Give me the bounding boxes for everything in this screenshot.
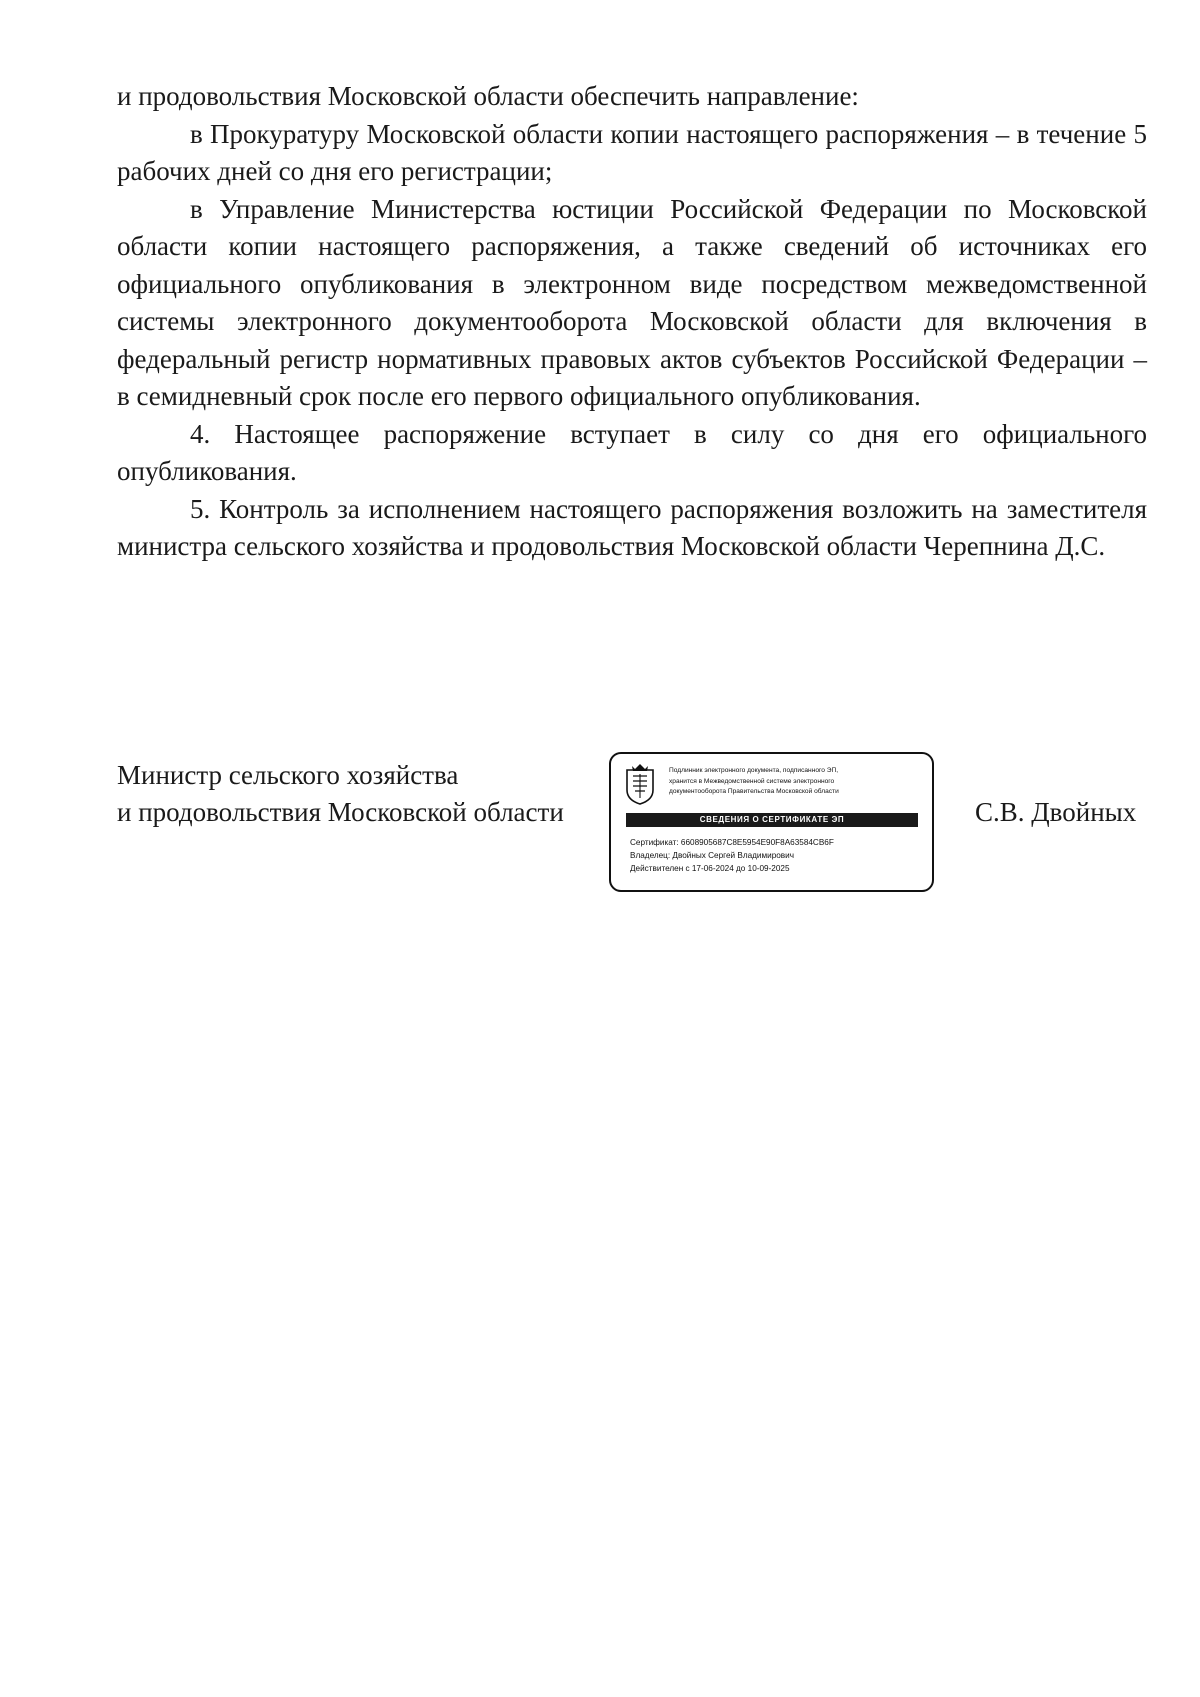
certificate-number: Сертификат: 6608905687C8E5954E90F8A63584CB6F [630,838,834,847]
document-body [117,78,1147,566]
paragraph-justice-ministry: в Управление Министерства юстиции Российской Федерации по Московской области копии настоящего распоряжения, а также сведений об источниках его официального опубликования в электронном виде посредством межведомственной системы электронного документооборота Московской области для включения в федеральный регистр нормативных правовых актов субъектов Российской Федерации – в семидневный срок после его первого официального опубликования. [117,193,1147,411]
signer-name: С.В. Двойных [975,797,1137,827]
stamp-note-line2: хранится в Межведомственной системе электронного [669,777,835,785]
electronic-signature-stamp [609,752,934,892]
paragraph-continuation: и продовольствия Московской области обеспечить направление: [117,81,859,111]
paragraph-item-4: 4. Настоящее распоряжение вступает в силу со дня его официального опубликования. [117,418,1147,486]
stamp-header: СВЕДЕНИЯ О СЕРТИФИКАТЕ ЭП [626,813,918,827]
certificate-owner: Владелец: Двойных Сергей Владимирович [630,851,794,860]
signer-position [117,757,564,831]
stamp-note-line3: документооборота Правительства Московской области [669,788,839,795]
paragraph-prosecutor: в Прокуратуру Московской области копии настоящего распоряжения – в течение 5 рабочих дней со дня его регистрации; [117,118,1147,186]
stamp-note-line1: Подлинник электронного документа, подписанного ЭП, [669,767,839,774]
stamp-note [669,766,927,798]
signer-position-line1: Министр сельского хозяйства [117,760,459,790]
paragraph-item-5: 5. Контроль за исполнением настоящего распоряжения возложить на заместителя министра сельского хозяйства и продовольствия Московской области Черепнина Д.С. [117,493,1147,561]
stamp-details [630,836,930,875]
coat-of-arms-icon [623,762,657,806]
certificate-validity: Действителен с 17-06-2024 до 10-09-2025 [630,864,790,873]
signer-position-line2: и продовольствия Московской области [117,797,564,827]
